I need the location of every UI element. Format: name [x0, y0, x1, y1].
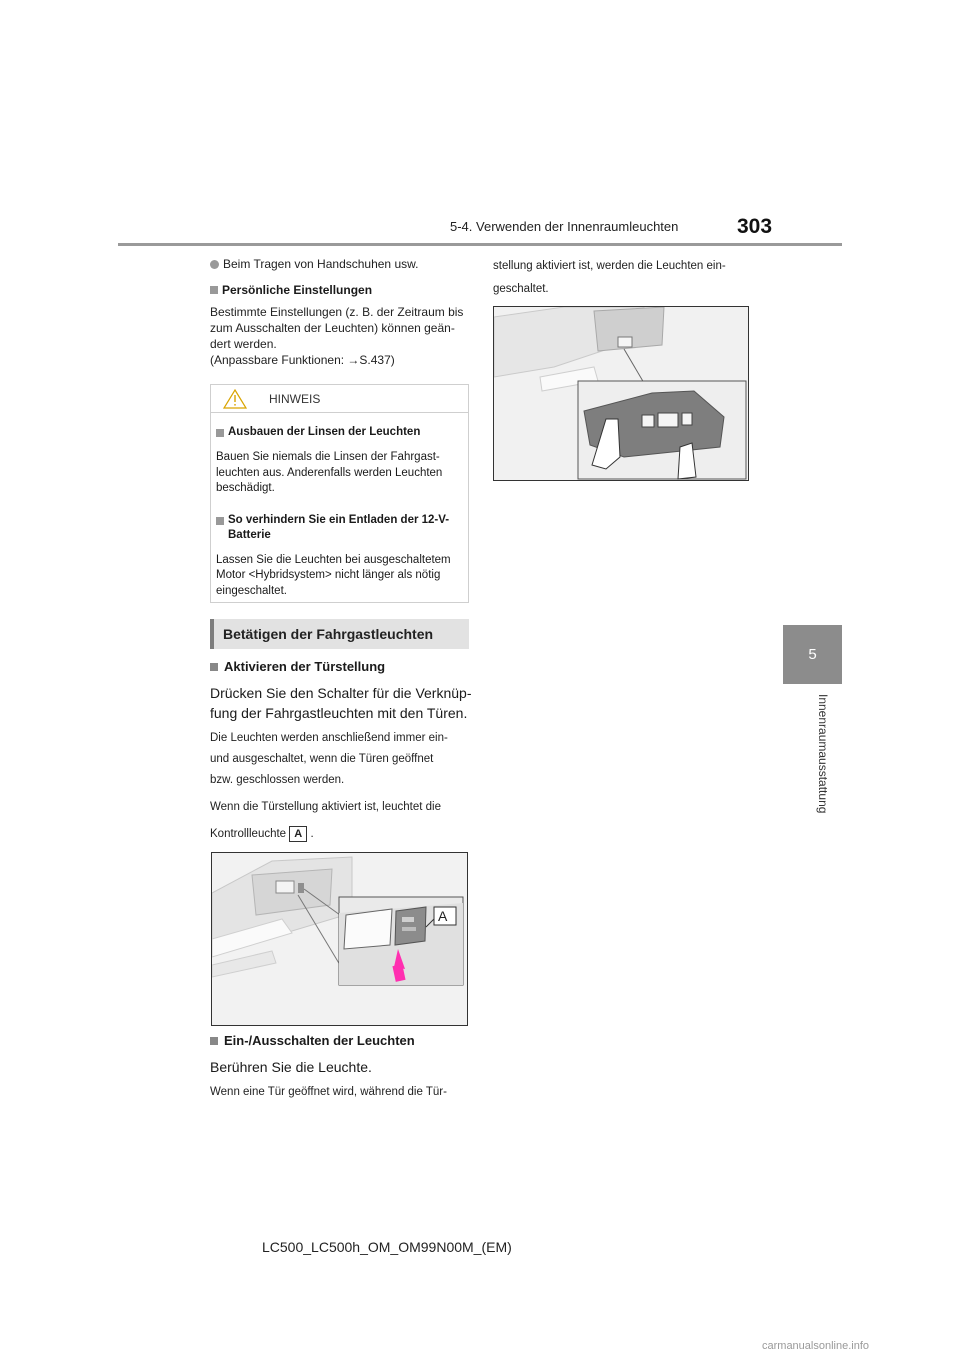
- custom-functions-link[interactable]: (Anpassbare Funktionen: →S.437): [210, 353, 395, 367]
- personal-text-line: dert werden.: [210, 337, 277, 351]
- personal-text: [210, 304, 470, 368]
- personal-text-line: Bestimmte Einstellungen (z. B. der Zeitraum bis: [210, 305, 464, 319]
- notice-heading-line: Batterie: [228, 528, 271, 541]
- notice-text-line: Motor <Hybridsystem> nicht länger als nötig: [216, 569, 441, 581]
- notice-header: [211, 385, 468, 413]
- header-rule: [118, 243, 842, 246]
- onoff-heading-text: Ein-/Ausschalten der Leuchten: [224, 1033, 415, 1048]
- door-heading: [210, 658, 472, 676]
- touch-light-illustration: [494, 307, 749, 481]
- chapter-number: 5: [808, 646, 817, 663]
- onoff-heading: [210, 1032, 472, 1050]
- notice-text-line: leuchten aus. Anderenfalls werden Leuchten: [216, 466, 443, 479]
- notice-heading-text: Ausbauen der Linsen der Leuchten: [228, 426, 421, 438]
- callout-label-a: A: [438, 908, 448, 924]
- door-desc-line: und ausgeschaltet, wenn die Türen geöffnet: [210, 753, 434, 765]
- right-desc-line: stellung aktiviert ist, werden die Leuchten ein-: [493, 260, 726, 272]
- indicator-label: A: [289, 826, 307, 842]
- right-column-text: [493, 256, 753, 300]
- bullet-dot-icon: [210, 260, 219, 269]
- right-desc-line: geschaltet.: [493, 283, 549, 295]
- notice-heading-text: [228, 513, 449, 543]
- square-bullet-icon: [210, 663, 218, 671]
- door-heading-text: Aktivieren der Türstellung: [224, 659, 386, 674]
- notice-text-line: Lassen Sie die Leuchten bei ausgeschaltetem: [216, 553, 451, 566]
- page-number: 303: [737, 215, 773, 238]
- door-desc-line-label: [210, 824, 472, 845]
- door-desc-line: Die Leuchten werden anschließend immer ein-: [210, 732, 448, 744]
- section-title: 5-4. Verwenden der Innenraumleuchten: [450, 219, 679, 234]
- onoff-desc-line: Wenn eine Tür geöffnet wird, während die Tür-: [210, 1086, 447, 1098]
- door-main-line: Drücken Sie den Schalter für die Verknüp-: [210, 685, 472, 701]
- notice-text-line: beschädigt.: [216, 482, 275, 494]
- touch-light-figure: [493, 306, 749, 481]
- notice-heading-lenses: [216, 425, 462, 440]
- chapter-tab: [783, 625, 842, 684]
- door-main-line: fung der Fahrgastleuchten mit den Türen.: [210, 705, 468, 721]
- bullet-gloves-text: Beim Tragen von Handschuhen usw.: [223, 257, 419, 271]
- warning-icon: [223, 389, 247, 409]
- personal-text-line: zum Ausschalten der Leuchten) können geän-: [210, 321, 455, 335]
- notice-text-line: eingeschaltet.: [216, 584, 287, 597]
- square-bullet-icon: [210, 286, 218, 294]
- onoff-instructions: [210, 1032, 472, 1103]
- personal-heading-text: Persönliche Einstellungen: [222, 283, 373, 297]
- notice-box: [210, 384, 469, 603]
- door-desc-pre: Kontrollleuchte: [210, 828, 287, 840]
- onoff-main-text: Berühren Sie die Leuchte.: [210, 1059, 372, 1075]
- square-bullet-icon: [216, 517, 224, 525]
- door-switch-figure: [211, 852, 468, 1026]
- door-desc-line: Wenn die Türstellung aktiviert ist, leuchtet die: [210, 801, 441, 813]
- notice-text-battery: [216, 553, 462, 600]
- door-desc-line: bzw. geschlossen werden.: [210, 774, 345, 786]
- bullet-gloves: [210, 256, 470, 272]
- document-code: LC500_LC500h_OM_OM99N00M_(EM): [262, 1239, 512, 1255]
- section-heading: Betätigen der Fahrgastleuchten: [210, 619, 469, 649]
- door-main-text: [210, 683, 472, 723]
- square-bullet-icon: [216, 429, 224, 437]
- door-description: [210, 728, 472, 845]
- notice-title: HINWEIS: [269, 391, 321, 406]
- door-instructions: [210, 658, 472, 845]
- overhead-console-illustration: [212, 853, 468, 1026]
- chapter-label: Innenraumausstattung: [816, 694, 830, 814]
- square-bullet-icon: [210, 1037, 218, 1045]
- notice-heading-line: So verhindern Sie ein Entladen der 12-V-: [228, 513, 450, 526]
- notice-heading-battery: [216, 513, 462, 543]
- notice-body: [211, 413, 468, 599]
- watermark: carmanualsonline.info: [762, 1340, 870, 1352]
- door-desc-post: .: [310, 828, 314, 840]
- left-column-top: [210, 256, 470, 368]
- notice-text-line: Bauen Sie niemals die Linsen der Fahrgast-: [216, 451, 440, 463]
- notice-text-lenses: [216, 450, 462, 497]
- personal-heading: [210, 282, 470, 298]
